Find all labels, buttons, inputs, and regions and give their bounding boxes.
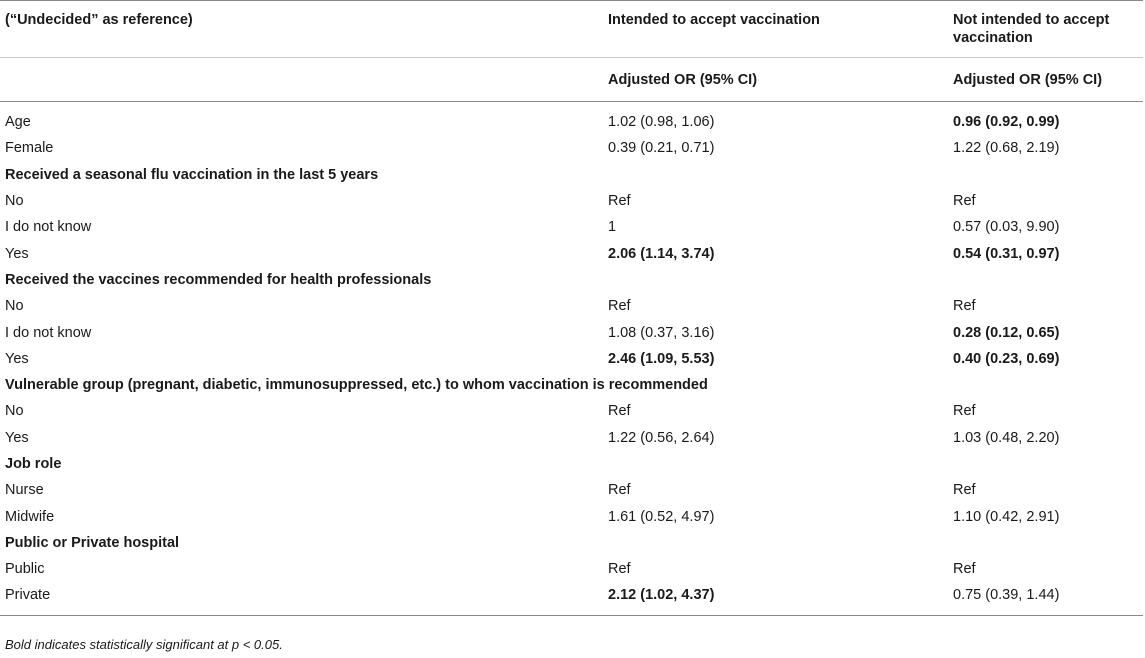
row-label: Nurse <box>5 482 44 499</box>
section-label: Received a seasonal flu vaccination in the last 5 years <box>5 166 379 183</box>
cell-intended: 2.06 (1.14, 3.74) <box>608 245 715 262</box>
row-label: Yes <box>5 245 29 262</box>
cell-intended: Ref <box>608 561 631 578</box>
table-row <box>0 188 1143 214</box>
table-row <box>0 556 1143 582</box>
cell-not-intended: 0.57 (0.03, 9.90) <box>953 219 1060 236</box>
cell-intended: 0.39 (0.21, 0.71) <box>608 140 715 157</box>
row-label: I do not know <box>5 324 92 341</box>
table-row <box>0 293 1143 319</box>
table-row <box>0 425 1143 451</box>
row-label: No <box>5 298 24 315</box>
section-label: Public or Private hospital <box>5 534 180 551</box>
table-row <box>0 214 1143 240</box>
table-row <box>0 135 1143 161</box>
section-label: Received the vaccines recommended for health professionals <box>5 271 432 288</box>
cell-intended: Ref <box>608 193 631 210</box>
row-label: Age <box>5 114 31 131</box>
cell-not-intended: 0.54 (0.31, 0.97) <box>953 245 1060 262</box>
table-row <box>0 582 1143 615</box>
row-label: Private <box>0 582 603 615</box>
cell-not-intended: 1.03 (0.48, 2.20) <box>953 429 1060 446</box>
table-row <box>0 102 1143 136</box>
section-label: Job role <box>5 456 62 472</box>
cell-not-intended: Ref <box>953 298 976 315</box>
table-row <box>0 477 1143 503</box>
table-body <box>0 102 1143 616</box>
section-row <box>0 162 1143 188</box>
row-label: I do not know <box>5 219 92 236</box>
cell-intended: 2.46 (1.09, 5.53) <box>608 350 715 367</box>
row-label: No <box>5 193 24 210</box>
cell-intended: Ref <box>608 298 631 315</box>
header-reference-note: (“Undecided” as reference) <box>0 1 603 58</box>
section-row <box>0 451 1143 477</box>
row-label: Public <box>5 561 45 578</box>
table-row <box>0 346 1143 372</box>
section-label: Vulnerable group (pregnant, diabetic, immunosuppressed, etc.) to whom vaccination is recommended <box>5 377 708 394</box>
table-row <box>0 240 1143 266</box>
header-not-intended-accept: Not intended to accept vaccination <box>948 1 1143 58</box>
cell-not-intended: Ref <box>953 193 976 210</box>
section-row <box>0 530 1143 556</box>
table-header <box>0 1 1143 102</box>
cell-intended: 2.12 (1.02, 4.37) <box>603 582 948 615</box>
cell-intended: Ref <box>608 403 631 420</box>
row-label: No <box>5 403 24 420</box>
section-row <box>0 372 1143 398</box>
table-row <box>0 398 1143 424</box>
row-label: Midwife <box>5 508 55 525</box>
cell-not-intended: 0.96 (0.92, 0.99) <box>953 114 1060 131</box>
cell-not-intended: 1.22 (0.68, 2.19) <box>953 140 1060 157</box>
cell-not-intended: 0.40 (0.23, 0.69) <box>953 350 1060 367</box>
table-row <box>0 319 1143 345</box>
cell-intended: 1.22 (0.56, 2.64) <box>608 429 715 446</box>
header-sub-empty <box>0 58 603 102</box>
cell-not-intended: Ref <box>953 482 976 499</box>
header-sub-intended-or: Adjusted OR (95% CI) <box>603 58 948 102</box>
cell-not-intended: 1.10 (0.42, 2.91) <box>953 508 1060 525</box>
header-intended-accept: Intended to accept vaccination <box>603 1 948 58</box>
header-sub-not-intended-or: Adjusted OR (95% CI) <box>948 58 1143 102</box>
cell-intended: 1.61 (0.52, 4.97) <box>608 508 715 525</box>
row-label: Yes <box>5 350 29 367</box>
cell-not-intended: Ref <box>953 561 976 578</box>
table-row <box>0 503 1143 529</box>
cell-not-intended: Ref <box>953 403 976 420</box>
cell-intended: Ref <box>608 482 631 499</box>
row-label: Female <box>5 140 54 157</box>
cell-not-intended: 0.75 (0.39, 1.44) <box>948 582 1143 615</box>
section-row <box>0 267 1143 293</box>
cell-intended: 1.08 (0.37, 3.16) <box>608 324 715 341</box>
table-footnote: Bold indicates statistically significant at p < 0.05. <box>5 637 283 652</box>
cell-not-intended: 0.28 (0.12, 0.65) <box>953 324 1060 341</box>
cell-intended: 1.02 (0.98, 1.06) <box>608 114 715 131</box>
row-label: Yes <box>5 429 29 446</box>
cell-intended: 1 <box>608 219 617 236</box>
